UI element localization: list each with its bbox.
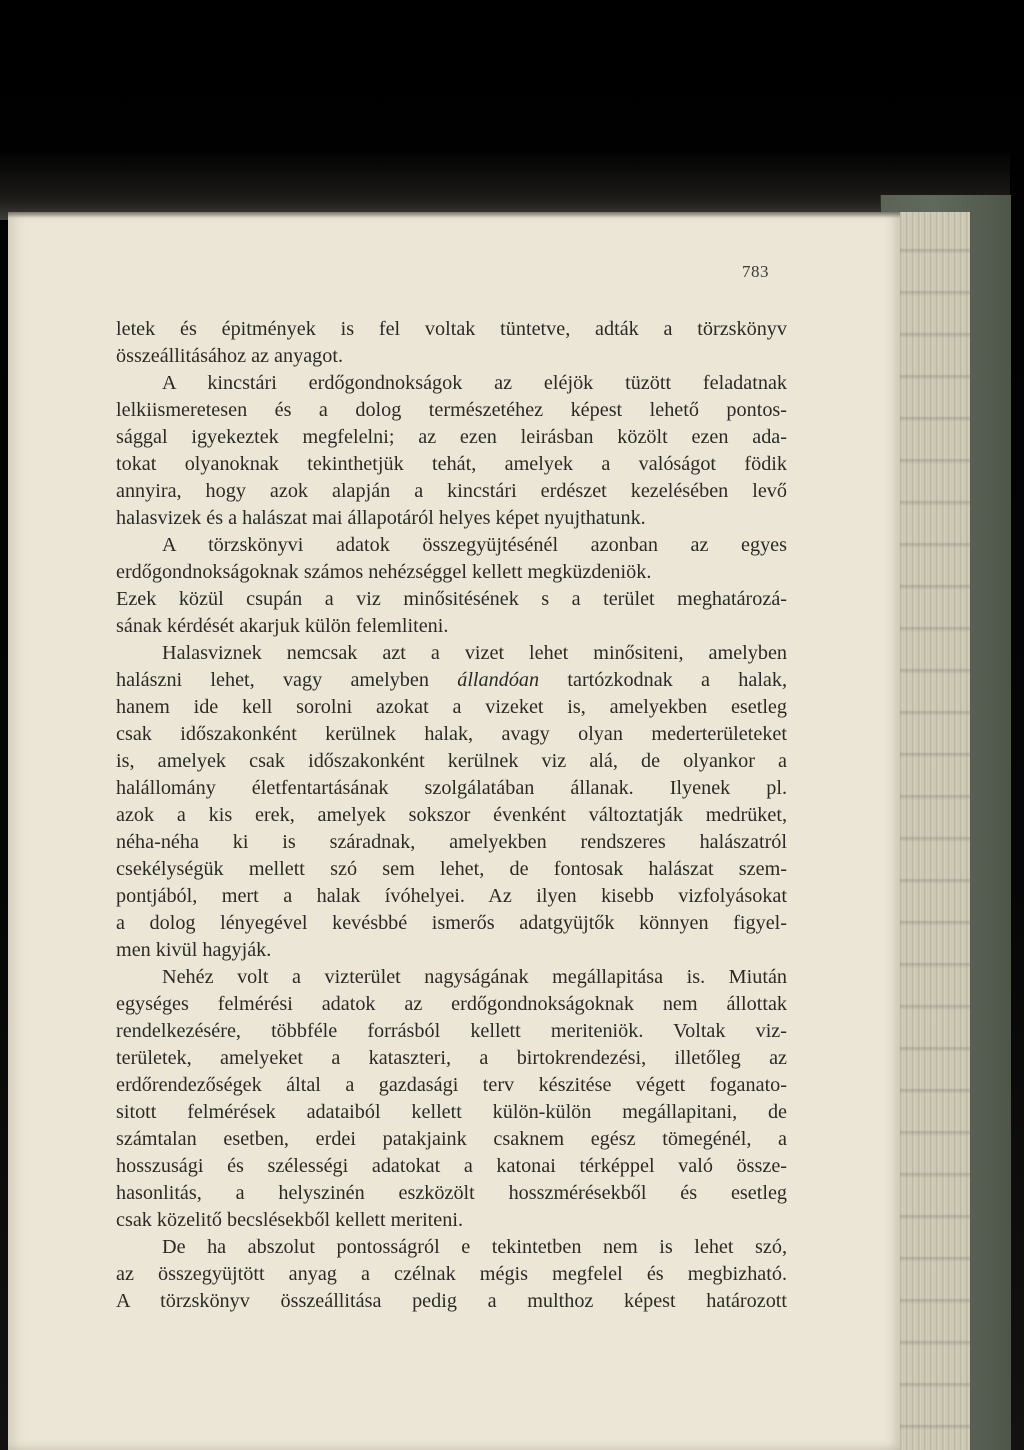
text-line: A kincstári erdőgondnokságok az eléjök tüzött feladatnak <box>162 372 787 394</box>
text-line: számtalan esetben, erdei patakjaink csaknem egész tömegénél, a <box>116 1128 787 1150</box>
text-line: halállomány életfentartásának szolgálatában állanak. Ilyenek pl. <box>116 777 787 799</box>
text-line: tokat olyanoknak tekinthetjük tehát, amelyek a valóságot födik <box>116 453 787 475</box>
text-line: egységes felmérési adatok az erdőgondnokságoknak nem állottak <box>116 993 787 1015</box>
text-line: A törzskönyv összeállitása pedig a multhoz képest határozott <box>116 1290 787 1312</box>
text-line: halasvizek és a halászat mai állapotáról helyes képet nyujthatunk. <box>116 507 646 529</box>
text-line <box>116 667 787 694</box>
page-number: 783 <box>742 262 769 281</box>
text-line-part: halászni lehet, vagy amelyben <box>116 669 429 691</box>
text-line: sának kérdését akarjuk külön felemliteni. <box>116 615 449 637</box>
text-line: De ha abszolut pontosságról e tekintetben nem is lehet szó, <box>162 1236 787 1258</box>
text-line: lelkiismeretesen és a dolog természetéhez képest lehető pontos- <box>116 399 787 421</box>
text-line: annyira, hogy azok alapján a kincstári erdészet kezelésében levő <box>116 480 787 502</box>
text-line: az összegyüjtött anyag a czélnak mégis megfelel és megbizható. <box>116 1263 787 1285</box>
text-line: rendelkezésére, többféle forrásból kellett meriteniök. Voltak viz- <box>116 1020 787 1042</box>
text-line: hosszusági és szélességi adatokat a katonai térképpel való össze- <box>116 1155 787 1177</box>
text-line-part: tartózkodnak a halak, <box>567 669 788 691</box>
text-line: erdőgondnokságoknak számos nehézséggel kellett megküzdeniök. <box>116 561 652 583</box>
text-line: a dolog lényegével kevésbbé ismerős adatgyüjtők könnyen figyel- <box>116 912 787 934</box>
text-line: hanem ide kell sorolni azokat a vizeket is, amelyekben esetleg <box>116 696 787 718</box>
text-line: csak időszakonként kerülnek halak, avagy olyan mederterületeket <box>116 723 787 745</box>
text-line: is, amelyek csak időszakonként kerülnek viz alá, de olyankor a <box>116 750 787 772</box>
body-text <box>116 316 787 1315</box>
text-line: hasonlitás, a helyszinén eszközölt hosszmérésekből és esetleg <box>116 1182 787 1204</box>
text-line: azok a kis erek, amelyek sokszor évenként változtatják medrüket, <box>116 804 787 826</box>
text-line: sitott felmérések adataiból kellett külön-külön megállapitani, de <box>116 1101 787 1123</box>
text-line: letek és épitmények is fel voltak tüntetve, adták a törzskönyv <box>116 318 787 340</box>
text-line: men kivül hagyják. <box>116 939 272 961</box>
text-line: néha-néha ki is száradnak, amelyekben rendszeres halászatról <box>116 831 787 853</box>
text-line: sággal igyekeztek megfelelni; az ezen leirásban közölt ezen ada- <box>116 426 787 448</box>
text-line: területek, amelyeket a kataszteri, a birtokrendezési, illetőleg az <box>116 1047 787 1069</box>
text-line: Ezek közül csupán a viz minősitésének s a terület meghatározá- <box>116 588 787 610</box>
page-edges <box>898 212 970 1450</box>
book-top-shadow <box>0 150 1010 220</box>
text-line: csekélységük mellett szó sem lehet, de fontosak halászat szem- <box>116 858 787 880</box>
text-line: erdőrendezőségek által a gazdasági terv készitése végett foganato- <box>116 1074 787 1096</box>
text-line: pontjából, mert a halak ívóhelyei. Az ilyen kisebb vizfolyásokat <box>116 885 787 907</box>
text-line: összeállitásához az anyagot. <box>116 345 344 367</box>
emphasized-word: állandóan <box>457 669 540 691</box>
text-line: Halasviznek nemcsak azt a vizet lehet minősiteni, amelyben <box>162 642 787 664</box>
text-line: A törzskönyvi adatok összegyüjtésénél azonban az egyes <box>162 534 787 556</box>
text-line: Nehéz volt a vizterület nagyságának megállapitása is. Miután <box>162 966 787 988</box>
text-line: csak közelitő becslésekből kellett meriteni. <box>116 1209 463 1231</box>
